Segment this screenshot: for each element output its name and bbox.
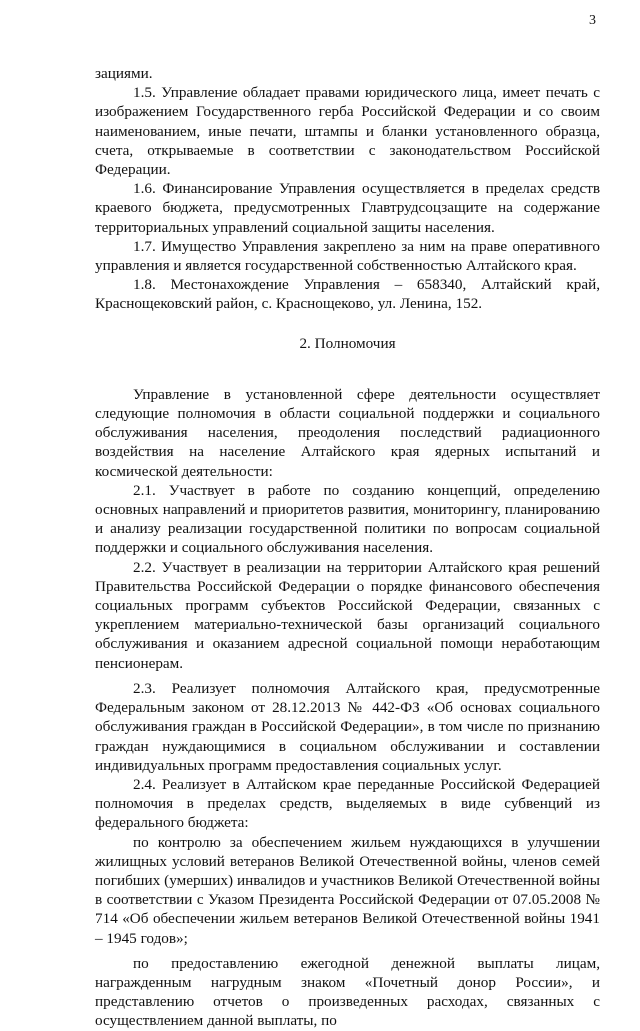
paragraph-2-1: 2.1. Участвует в работе по созданию концепций, определению основных направлений и приоритетов развития, мониторингу, планированию и анализу реализации государственной политики по вопросам социальной поддержки и социального обслуживания населения. — [95, 481, 600, 557]
paragraph-2-4: 2.4. Реализует в Алтайском крае переданные Российской Федерацией полномочия в пределах средств, выделяемых в виде субвенций из федерального бюджета: — [95, 775, 600, 832]
paragraph-continuation: зациями. — [95, 65, 153, 82]
paragraph-2-4-item-donor: по предоставлению ежегодной денежной выплаты лицам, награжденным нагрудным знаком «Почетный донор России», и представлению отчетов о произведенных расходах, связанных с осуществлением данной выплаты, по — [95, 954, 600, 1030]
section-title: 2. Полномочия — [299, 334, 396, 352]
document-body — [95, 64, 600, 1031]
page-number: 3 — [589, 13, 596, 28]
paragraph-1-6: 1.6. Финансирование Управления осуществляется в пределах средств краевого бюджета, предусмотренных Главтрудсоцзащите на содержание территориальных управлений социальной защиты населения. — [95, 180, 600, 236]
paragraph-2-4-item-housing: по контролю за обеспечением жильем нуждающихся в улучшении жилищных условий ветеранов Великой Отечественной войны, членов семей погибших (умерших) инвалидов и участников Великой Отечественной войны в соответствии с Указом Президента Российской Федерации от 07.05.2008 № 714 «Об обеспечении жильем ветеранов Великой Отечественной войны 1941 – 1945 годов»; — [95, 833, 600, 947]
paragraph-1-8: 1.8. Местонахождение Управления – 658340, Алтайский край, Краснощековский район, с. Краснощеково, ул. Ленина, 152. — [95, 276, 600, 313]
paragraph-1-7: 1.7. Имущество Управления закреплено за ним на праве оперативного управления и является государственной собственностью Алтайского края. — [95, 237, 600, 275]
paragraph-2-3: 2.3. Реализует полномочия Алтайского края, предусмотренные Федеральным законом от 28.12.2013 № 442-ФЗ «Об основах социального обслуживания граждан в Российской Федерации», в том числе по признанию граждан нуждающимися в социальном обслуживании и составлении индивидуальных программ предоставления социальных услуг. — [95, 679, 600, 774]
paragraph-2-2: 2.2. Участвует в реализации на территории Алтайского края решений Правительства Российской Федерации о порядке финансового обеспечения социальных программ субъектов Российской Федерации, связанных с укреплением материально-технической базы организаций социального обслуживания и оказанием адресной социальной помощи неработающим пенсионерам. — [95, 558, 600, 672]
paragraph-intro: Управление в установленной сфере деятельности осуществляет следующие полномочия в области социальной поддержки и социального обслуживания населения, преодоления последствий радиационного воздействия на население Алтайского края ядерных испытаний и космической деятельности: — [95, 385, 600, 480]
paragraph-1-5: 1.5. Управление обладает правами юридического лица, имеет печать с изображением Государственного герба Российской Федерации и со своим наименованием, иные печати, штампы и бланки установленного образца, счета, открываемые в соответствии с законодательством Российской Федерации. — [95, 84, 600, 179]
